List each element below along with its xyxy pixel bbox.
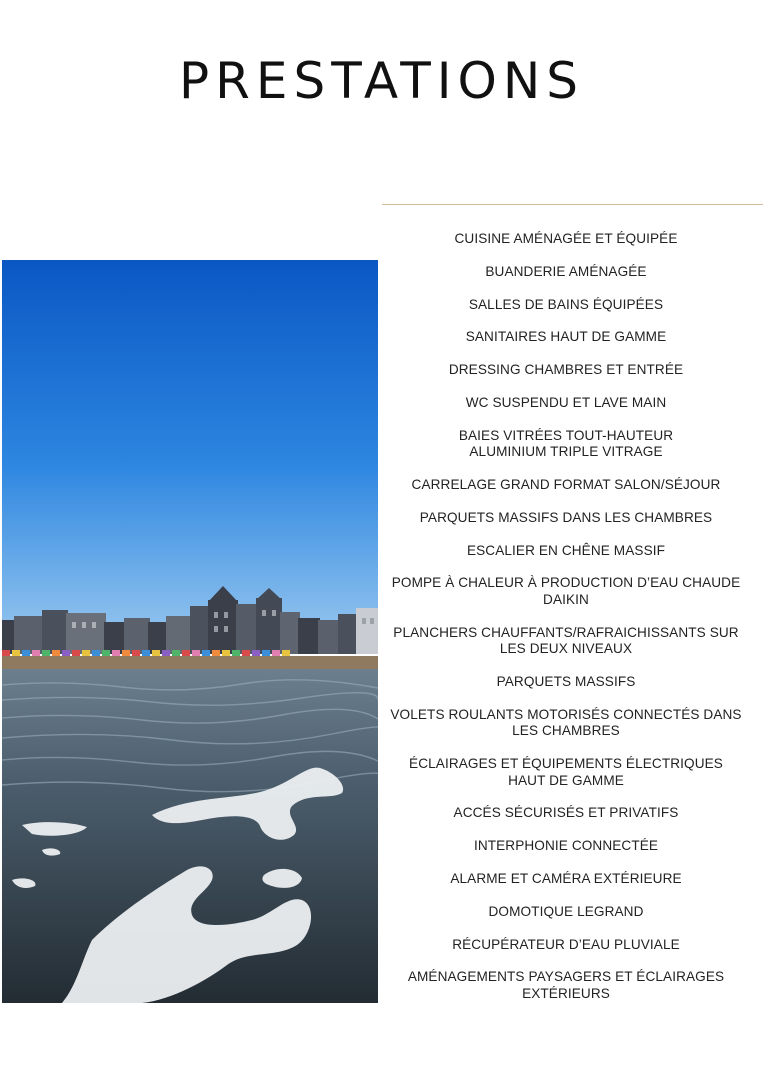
list-item: SALLES DE BAINS ÉQUIPÉES [468, 296, 664, 312]
list-item: ALARME ET CAMÉRA EXTÉRIEURE [450, 871, 682, 887]
list-item: BAIES VITRÉES TOUT-HAUTEUR ALUMINIUM TRIPLE VITRAGE [458, 427, 674, 460]
list-item: ESCALIER EN CHÊNE MASSIF [466, 542, 666, 558]
list-item: CARRELAGE GRAND FORMAT SALON/SÉJOUR [411, 477, 721, 493]
list-item: ÉCLAIRAGES ET ÉQUIPEMENTS ÉLECTRIQUES HAUT DE GAMME [409, 756, 723, 788]
list-item: BUANDERIE AMÉNAGÉE [485, 263, 647, 279]
list-item: DOMOTIQUE LEGRAND [488, 903, 644, 919]
list-item: VOLETS ROULANTS MOTORISÉS CONNECTÉS DANS LES CHAMBRES [390, 706, 742, 739]
list-item: PARQUETS MASSIFS DANS LES CHAMBRES [419, 509, 713, 525]
list-item: POMPE À CHALEUR À PRODUCTION D’EAU CHAUDE DAIKIN [391, 575, 741, 607]
list-item: RÉCUPÉRATEUR D’EAU PLUVIALE [452, 936, 680, 952]
list-item: PARQUETS MASSIFS [496, 674, 636, 690]
list-item: PLANCHERS CHAUFFANTS/RAFRAICHISSANTS SUR LES DEUX NIVEAUX [393, 624, 739, 657]
list-item: DRESSING CHAMBRES ET ENTRÉE [448, 362, 684, 378]
list-item: SANITAIRES HAUT DE GAMME [465, 329, 667, 345]
features-list [382, 231, 750, 1019]
list-item: INTERPHONIE CONNECTÉE [473, 838, 659, 854]
list-item: CUISINE AMÉNAGÉE ET ÉQUIPÉE [454, 231, 678, 246]
list-item: WC SUSPENDU ET LAVE MAIN [465, 394, 667, 410]
sky [2, 260, 378, 630]
sand-strip [2, 656, 378, 670]
beach-huts [2, 650, 290, 657]
gold-divider [382, 204, 763, 205]
seafront-photo [2, 260, 378, 1003]
page-title: PRESTATIONS [179, 52, 584, 110]
list-item: ACCÉS SÉCURISÉS ET PRIVATIFS [453, 805, 679, 821]
list-item: AMÉNAGEMENTS PAYSAGERS ET ÉCLAIRAGES EXTÉRIEURS [407, 969, 725, 1001]
